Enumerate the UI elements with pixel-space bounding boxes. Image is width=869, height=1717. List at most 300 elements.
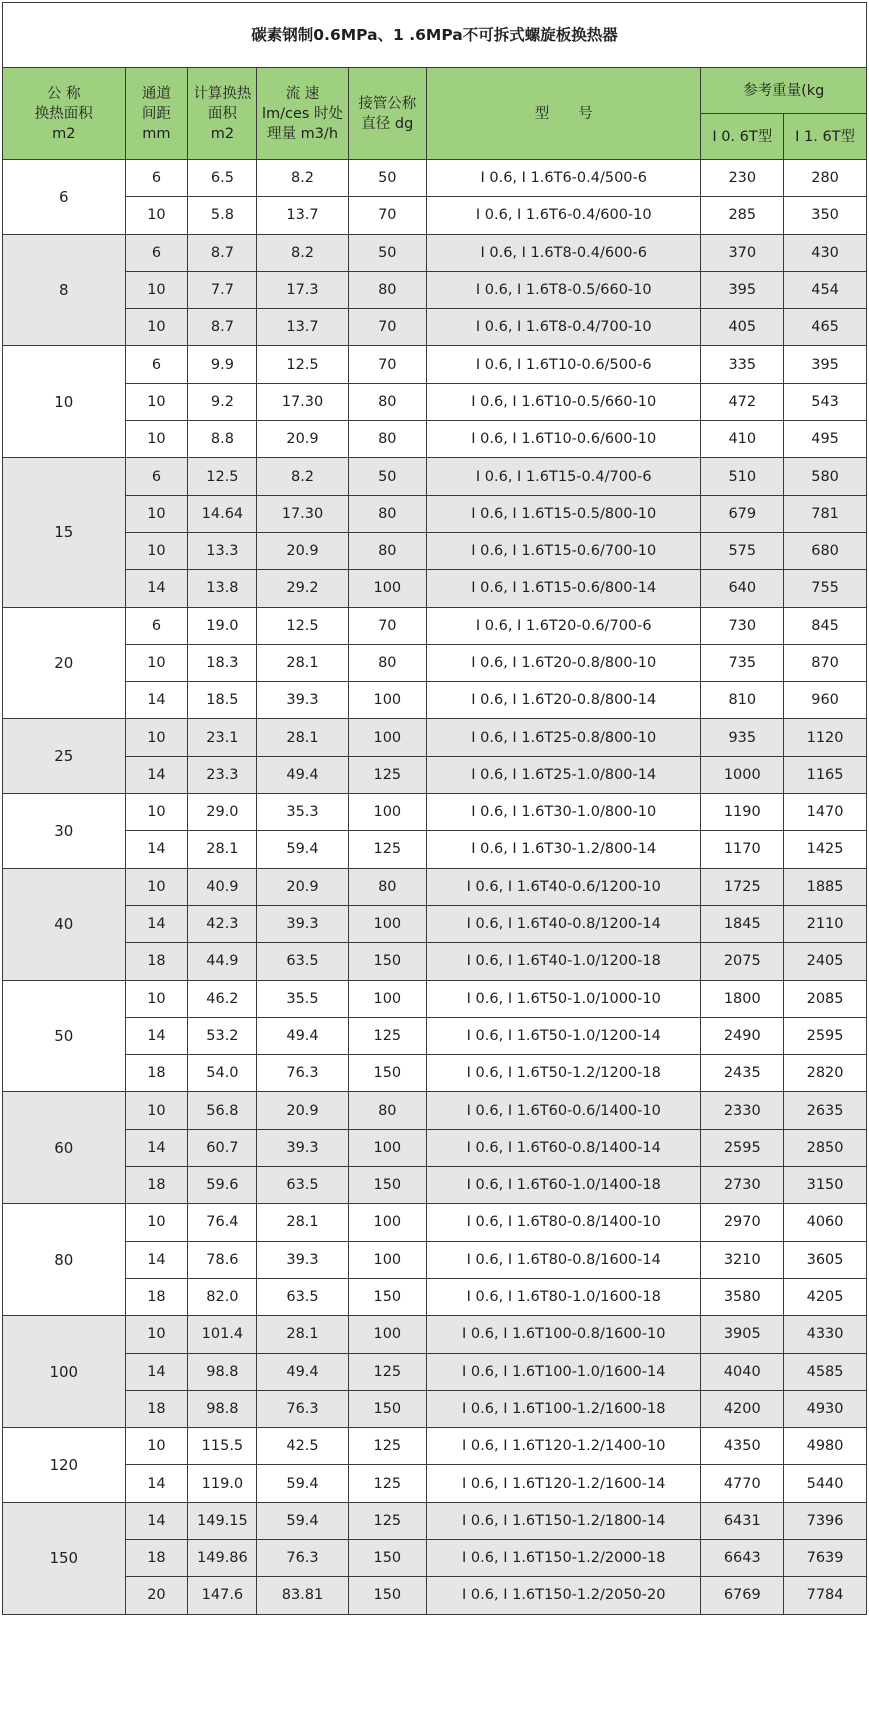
cell-weight-16: 2635 — [784, 1092, 867, 1129]
cell-flow: 8.2 — [257, 234, 348, 271]
cell-flow: 20.9 — [257, 421, 348, 458]
cell-weight-16: 430 — [784, 234, 867, 271]
cell-gap: 14 — [125, 1017, 188, 1054]
cell-model: I 0.6, I 1.6T20-0.8/800-14 — [427, 682, 701, 719]
cell-nominal-area: 10 — [3, 346, 126, 458]
cell-weight-16: 543 — [784, 383, 867, 420]
cell-model: I 0.6, I 1.6T100-1.0/1600-14 — [427, 1353, 701, 1390]
cell-model: I 0.6, I 1.6T80-1.0/1600-18 — [427, 1278, 701, 1315]
cell-calc-area: 60.7 — [188, 1129, 257, 1166]
cell-dg: 100 — [348, 1129, 427, 1166]
cell-model: I 0.6, I 1.6T30-1.2/800-14 — [427, 831, 701, 868]
cell-weight-16: 7396 — [784, 1502, 867, 1539]
cell-flow: 12.5 — [257, 607, 348, 644]
cell-calc-area: 78.6 — [188, 1241, 257, 1278]
cell-dg: 150 — [348, 1390, 427, 1427]
cell-model: I 0.6, I 1.6T50-1.2/1200-18 — [427, 1055, 701, 1092]
cell-weight-16: 4585 — [784, 1353, 867, 1390]
cell-calc-area: 82.0 — [188, 1278, 257, 1315]
cell-dg: 100 — [348, 1316, 427, 1353]
cell-weight-06: 679 — [701, 495, 784, 532]
cell-dg: 125 — [348, 831, 427, 868]
cell-weight-06: 285 — [701, 197, 784, 234]
cell-weight-16: 2820 — [784, 1055, 867, 1092]
cell-weight-16: 1885 — [784, 868, 867, 905]
cell-gap: 10 — [125, 794, 188, 831]
cell-calc-area: 29.0 — [188, 794, 257, 831]
cell-weight-06: 935 — [701, 719, 784, 756]
cell-dg: 125 — [348, 1353, 427, 1390]
cell-weight-16: 1120 — [784, 719, 867, 756]
cell-model: I 0.6, I 1.6T80-0.8/1600-14 — [427, 1241, 701, 1278]
cell-gap: 14 — [125, 1241, 188, 1278]
table-row — [3, 682, 867, 719]
cell-gap: 10 — [125, 532, 188, 569]
cell-flow: 8.2 — [257, 458, 348, 495]
cell-nominal-area: 150 — [3, 1502, 126, 1614]
cell-calc-area: 13.8 — [188, 570, 257, 607]
header-ref-weight: 参考重量(kg — [701, 68, 867, 114]
cell-calc-area: 8.7 — [188, 309, 257, 346]
cell-calc-area: 119.0 — [188, 1465, 257, 1502]
table-row — [3, 607, 867, 644]
cell-dg: 80 — [348, 868, 427, 905]
cell-calc-area: 42.3 — [188, 905, 257, 942]
cell-nominal-area: 6 — [3, 160, 126, 235]
cell-gap: 10 — [125, 309, 188, 346]
table-body — [3, 160, 867, 1615]
cell-gap: 10 — [125, 980, 188, 1017]
cell-calc-area: 9.2 — [188, 383, 257, 420]
table-title: 碳素钢制0.6MPa、1 .6MPa不可拆式螺旋板换热器 — [3, 3, 867, 68]
cell-dg: 50 — [348, 234, 427, 271]
cell-model: I 0.6, I 1.6T100-0.8/1600-10 — [427, 1316, 701, 1353]
cell-weight-06: 735 — [701, 644, 784, 681]
cell-calc-area: 44.9 — [188, 943, 257, 980]
cell-weight-06: 2435 — [701, 1055, 784, 1092]
cell-dg: 80 — [348, 421, 427, 458]
cell-weight-06: 335 — [701, 346, 784, 383]
cell-weight-06: 1800 — [701, 980, 784, 1017]
cell-weight-16: 2405 — [784, 943, 867, 980]
cell-dg: 100 — [348, 682, 427, 719]
cell-dg: 80 — [348, 532, 427, 569]
cell-flow: 63.5 — [257, 1278, 348, 1315]
cell-calc-area: 56.8 — [188, 1092, 257, 1129]
cell-flow: 42.5 — [257, 1428, 348, 1465]
cell-calc-area: 8.8 — [188, 421, 257, 458]
table-row — [3, 644, 867, 681]
cell-weight-06: 730 — [701, 607, 784, 644]
cell-weight-16: 7639 — [784, 1539, 867, 1576]
cell-model: I 0.6, I 1.6T25-0.8/800-10 — [427, 719, 701, 756]
cell-flow: 20.9 — [257, 1092, 348, 1129]
cell-weight-16: 465 — [784, 309, 867, 346]
cell-model: I 0.6, I 1.6T60-0.8/1400-14 — [427, 1129, 701, 1166]
cell-weight-06: 2595 — [701, 1129, 784, 1166]
cell-weight-16: 495 — [784, 421, 867, 458]
cell-flow: 39.3 — [257, 682, 348, 719]
table-row — [3, 905, 867, 942]
cell-model: I 0.6, I 1.6T60-1.0/1400-18 — [427, 1167, 701, 1204]
cell-weight-06: 370 — [701, 234, 784, 271]
cell-gap: 6 — [125, 458, 188, 495]
cell-weight-16: 680 — [784, 532, 867, 569]
cell-dg: 50 — [348, 458, 427, 495]
cell-gap: 10 — [125, 271, 188, 308]
cell-model: I 0.6, I 1.6T10-0.6/600-10 — [427, 421, 701, 458]
cell-flow: 28.1 — [257, 1316, 348, 1353]
cell-dg: 100 — [348, 794, 427, 831]
cell-calc-area: 149.86 — [188, 1539, 257, 1576]
cell-weight-16: 4060 — [784, 1204, 867, 1241]
table-row — [3, 980, 867, 1017]
cell-model: I 0.6, I 1.6T20-0.6/700-6 — [427, 607, 701, 644]
cell-flow: 13.7 — [257, 309, 348, 346]
table-row — [3, 1353, 867, 1390]
cell-weight-06: 6769 — [701, 1577, 784, 1614]
cell-calc-area: 115.5 — [188, 1428, 257, 1465]
cell-weight-16: 2595 — [784, 1017, 867, 1054]
header-flow-rate: 流 速 lm/ces 时处 理量 m3/h — [257, 68, 348, 160]
cell-calc-area: 98.8 — [188, 1353, 257, 1390]
cell-calc-area: 59.6 — [188, 1167, 257, 1204]
cell-gap: 6 — [125, 607, 188, 644]
header-model: 型 号 — [427, 68, 701, 160]
cell-weight-16: 1425 — [784, 831, 867, 868]
cell-calc-area: 18.5 — [188, 682, 257, 719]
cell-flow: 59.4 — [257, 1502, 348, 1539]
cell-model: I 0.6, I 1.6T8-0.4/700-10 — [427, 309, 701, 346]
cell-model: I 0.6, I 1.6T100-1.2/1600-18 — [427, 1390, 701, 1427]
cell-weight-16: 2110 — [784, 905, 867, 942]
table-row — [3, 234, 867, 271]
table-row — [3, 1092, 867, 1129]
cell-gap: 14 — [125, 756, 188, 793]
cell-flow: 8.2 — [257, 160, 348, 197]
cell-weight-06: 6643 — [701, 1539, 784, 1576]
cell-dg: 80 — [348, 383, 427, 420]
cell-weight-16: 4930 — [784, 1390, 867, 1427]
cell-nominal-area: 120 — [3, 1428, 126, 1503]
cell-gap: 14 — [125, 831, 188, 868]
cell-flow: 17.3 — [257, 271, 348, 308]
cell-dg: 50 — [348, 160, 427, 197]
cell-weight-16: 4205 — [784, 1278, 867, 1315]
cell-flow: 20.9 — [257, 868, 348, 905]
cell-weight-06: 575 — [701, 532, 784, 569]
cell-gap: 6 — [125, 160, 188, 197]
cell-gap: 18 — [125, 1278, 188, 1315]
table-row — [3, 346, 867, 383]
cell-flow: 49.4 — [257, 1017, 348, 1054]
cell-weight-06: 4770 — [701, 1465, 784, 1502]
cell-flow: 39.3 — [257, 1241, 348, 1278]
cell-model: I 0.6, I 1.6T6-0.4/600-10 — [427, 197, 701, 234]
cell-gap: 14 — [125, 682, 188, 719]
cell-dg: 70 — [348, 197, 427, 234]
cell-dg: 100 — [348, 980, 427, 1017]
cell-weight-06: 810 — [701, 682, 784, 719]
cell-gap: 20 — [125, 1577, 188, 1614]
cell-model: I 0.6, I 1.6T15-0.5/800-10 — [427, 495, 701, 532]
cell-calc-area: 12.5 — [188, 458, 257, 495]
cell-model: I 0.6, I 1.6T150-1.2/2050-20 — [427, 1577, 701, 1614]
cell-gap: 14 — [125, 1502, 188, 1539]
cell-gap: 14 — [125, 1353, 188, 1390]
table-row — [3, 794, 867, 831]
cell-weight-16: 3605 — [784, 1241, 867, 1278]
cell-dg: 100 — [348, 719, 427, 756]
cell-model: I 0.6, I 1.6T15-0.4/700-6 — [427, 458, 701, 495]
cell-weight-06: 2330 — [701, 1092, 784, 1129]
cell-calc-area: 9.9 — [188, 346, 257, 383]
cell-flow: 59.4 — [257, 831, 348, 868]
table-row — [3, 495, 867, 532]
cell-flow: 49.4 — [257, 756, 348, 793]
table-row — [3, 570, 867, 607]
table-row — [3, 160, 867, 197]
cell-calc-area: 101.4 — [188, 1316, 257, 1353]
cell-flow: 28.1 — [257, 644, 348, 681]
cell-nominal-area: 25 — [3, 719, 126, 794]
cell-flow: 83.81 — [257, 1577, 348, 1614]
cell-nominal-area: 30 — [3, 794, 126, 869]
cell-dg: 125 — [348, 1502, 427, 1539]
cell-nominal-area: 15 — [3, 458, 126, 607]
header-channel-gap: 通道 间距 mm — [125, 68, 188, 160]
cell-dg: 80 — [348, 644, 427, 681]
cell-gap: 10 — [125, 719, 188, 756]
table-row — [3, 1055, 867, 1092]
cell-dg: 125 — [348, 756, 427, 793]
cell-weight-16: 870 — [784, 644, 867, 681]
cell-calc-area: 40.9 — [188, 868, 257, 905]
cell-calc-area: 8.7 — [188, 234, 257, 271]
cell-model: I 0.6, I 1.6T8-0.4/600-6 — [427, 234, 701, 271]
cell-gap: 10 — [125, 1204, 188, 1241]
cell-weight-06: 2970 — [701, 1204, 784, 1241]
cell-dg: 150 — [348, 1577, 427, 1614]
cell-gap: 14 — [125, 1129, 188, 1166]
cell-nominal-area: 80 — [3, 1204, 126, 1316]
cell-weight-06: 2490 — [701, 1017, 784, 1054]
cell-gap: 10 — [125, 197, 188, 234]
cell-weight-06: 510 — [701, 458, 784, 495]
cell-model: I 0.6, I 1.6T40-0.8/1200-14 — [427, 905, 701, 942]
cell-weight-16: 781 — [784, 495, 867, 532]
cell-calc-area: 14.64 — [188, 495, 257, 532]
cell-weight-16: 845 — [784, 607, 867, 644]
cell-calc-area: 46.2 — [188, 980, 257, 1017]
table-row — [3, 1428, 867, 1465]
cell-model: I 0.6, I 1.6T15-0.6/800-14 — [427, 570, 701, 607]
cell-weight-16: 960 — [784, 682, 867, 719]
cell-weight-16: 755 — [784, 570, 867, 607]
table-row — [3, 1577, 867, 1614]
cell-flow: 13.7 — [257, 197, 348, 234]
cell-dg: 80 — [348, 495, 427, 532]
cell-flow: 28.1 — [257, 719, 348, 756]
cell-dg: 125 — [348, 1428, 427, 1465]
cell-calc-area: 149.15 — [188, 1502, 257, 1539]
header-nominal-area: 公 称 换热面积 m2 — [3, 68, 126, 160]
cell-weight-06: 1190 — [701, 794, 784, 831]
cell-calc-area: 5.8 — [188, 197, 257, 234]
cell-weight-06: 1725 — [701, 868, 784, 905]
cell-weight-06: 6431 — [701, 1502, 784, 1539]
header-pipe-diameter: 接管公称 直径 dg — [348, 68, 427, 160]
cell-model: I 0.6, I 1.6T60-0.6/1400-10 — [427, 1092, 701, 1129]
cell-gap: 14 — [125, 570, 188, 607]
cell-calc-area: 147.6 — [188, 1577, 257, 1614]
cell-dg: 100 — [348, 1241, 427, 1278]
cell-calc-area: 23.1 — [188, 719, 257, 756]
table-row — [3, 1316, 867, 1353]
table-row — [3, 532, 867, 569]
table-row — [3, 1502, 867, 1539]
cell-flow: 63.5 — [257, 943, 348, 980]
cell-model: I 0.6, I 1.6T40-1.0/1200-18 — [427, 943, 701, 980]
cell-flow: 49.4 — [257, 1353, 348, 1390]
cell-calc-area: 54.0 — [188, 1055, 257, 1092]
header-weight-16: I 1. 6T型 — [784, 114, 867, 160]
cell-gap: 10 — [125, 1092, 188, 1129]
cell-weight-06: 3905 — [701, 1316, 784, 1353]
cell-model: I 0.6, I 1.6T150-1.2/2000-18 — [427, 1539, 701, 1576]
cell-gap: 10 — [125, 421, 188, 458]
table-row — [3, 756, 867, 793]
cell-gap: 18 — [125, 1390, 188, 1427]
cell-gap: 14 — [125, 1465, 188, 1502]
table-row — [3, 197, 867, 234]
cell-gap: 10 — [125, 383, 188, 420]
cell-dg: 70 — [348, 607, 427, 644]
cell-calc-area: 18.3 — [188, 644, 257, 681]
cell-model: I 0.6, I 1.6T80-0.8/1400-10 — [427, 1204, 701, 1241]
table-row — [3, 421, 867, 458]
cell-dg: 100 — [348, 570, 427, 607]
cell-calc-area: 13.3 — [188, 532, 257, 569]
cell-calc-area: 7.7 — [188, 271, 257, 308]
cell-nominal-area: 60 — [3, 1092, 126, 1204]
cell-model: I 0.6, I 1.6T30-1.0/800-10 — [427, 794, 701, 831]
cell-weight-06: 4040 — [701, 1353, 784, 1390]
cell-weight-06: 410 — [701, 421, 784, 458]
table-row — [3, 309, 867, 346]
table-row — [3, 719, 867, 756]
cell-flow: 63.5 — [257, 1167, 348, 1204]
cell-dg: 150 — [348, 1167, 427, 1204]
cell-dg: 100 — [348, 1204, 427, 1241]
cell-model: I 0.6, I 1.6T120-1.2/1400-10 — [427, 1428, 701, 1465]
cell-weight-16: 7784 — [784, 1577, 867, 1614]
cell-calc-area: 6.5 — [188, 160, 257, 197]
cell-model: I 0.6, I 1.6T40-0.6/1200-10 — [427, 868, 701, 905]
cell-nominal-area: 20 — [3, 607, 126, 719]
cell-dg: 125 — [348, 1017, 427, 1054]
cell-weight-06: 405 — [701, 309, 784, 346]
cell-model: I 0.6, I 1.6T150-1.2/1800-14 — [427, 1502, 701, 1539]
table-row — [3, 383, 867, 420]
cell-model: I 0.6, I 1.6T50-1.0/1200-14 — [427, 1017, 701, 1054]
cell-weight-06: 472 — [701, 383, 784, 420]
cell-dg: 80 — [348, 1092, 427, 1129]
cell-gap: 14 — [125, 905, 188, 942]
cell-gap: 6 — [125, 234, 188, 271]
cell-weight-16: 350 — [784, 197, 867, 234]
table-row — [3, 1204, 867, 1241]
cell-nominal-area: 40 — [3, 868, 126, 980]
cell-dg: 125 — [348, 1465, 427, 1502]
table-row — [3, 943, 867, 980]
cell-calc-area: 23.3 — [188, 756, 257, 793]
cell-nominal-area: 8 — [3, 234, 126, 346]
cell-model: I 0.6, I 1.6T6-0.4/500-6 — [427, 160, 701, 197]
cell-gap: 10 — [125, 868, 188, 905]
spec-table — [2, 2, 867, 1615]
cell-weight-16: 4980 — [784, 1428, 867, 1465]
cell-dg: 150 — [348, 1539, 427, 1576]
cell-flow: 39.3 — [257, 1129, 348, 1166]
table-row — [3, 1390, 867, 1427]
header-weight-06: I 0. 6T型 — [701, 114, 784, 160]
cell-gap: 10 — [125, 1428, 188, 1465]
cell-model: I 0.6, I 1.6T15-0.6/700-10 — [427, 532, 701, 569]
cell-weight-06: 1000 — [701, 756, 784, 793]
cell-dg: 100 — [348, 905, 427, 942]
cell-flow: 76.3 — [257, 1539, 348, 1576]
cell-weight-16: 280 — [784, 160, 867, 197]
cell-weight-06: 640 — [701, 570, 784, 607]
cell-weight-06: 4200 — [701, 1390, 784, 1427]
table-row — [3, 1167, 867, 1204]
cell-calc-area: 98.8 — [188, 1390, 257, 1427]
table-row — [3, 1278, 867, 1315]
cell-dg: 80 — [348, 271, 427, 308]
cell-model: I 0.6, I 1.6T25-1.0/800-14 — [427, 756, 701, 793]
table-row — [3, 1465, 867, 1502]
cell-flow: 76.3 — [257, 1390, 348, 1427]
cell-weight-06: 1845 — [701, 905, 784, 942]
cell-model: I 0.6, I 1.6T8-0.5/660-10 — [427, 271, 701, 308]
cell-flow: 39.3 — [257, 905, 348, 942]
cell-model: I 0.6, I 1.6T50-1.0/1000-10 — [427, 980, 701, 1017]
table-row — [3, 271, 867, 308]
table-row — [3, 831, 867, 868]
cell-calc-area: 28.1 — [188, 831, 257, 868]
cell-gap: 18 — [125, 1055, 188, 1092]
cell-weight-06: 4350 — [701, 1428, 784, 1465]
cell-dg: 70 — [348, 346, 427, 383]
cell-nominal-area: 50 — [3, 980, 126, 1092]
cell-gap: 18 — [125, 1167, 188, 1204]
cell-model: I 0.6, I 1.6T10-0.5/660-10 — [427, 383, 701, 420]
cell-weight-16: 3150 — [784, 1167, 867, 1204]
cell-weight-06: 3580 — [701, 1278, 784, 1315]
cell-calc-area: 19.0 — [188, 607, 257, 644]
cell-flow: 20.9 — [257, 532, 348, 569]
cell-dg: 150 — [348, 943, 427, 980]
cell-dg: 70 — [348, 309, 427, 346]
cell-model: I 0.6, I 1.6T120-1.2/1600-14 — [427, 1465, 701, 1502]
cell-weight-06: 2075 — [701, 943, 784, 980]
cell-dg: 150 — [348, 1055, 427, 1092]
cell-weight-06: 2730 — [701, 1167, 784, 1204]
table-row — [3, 1017, 867, 1054]
table-row — [3, 868, 867, 905]
cell-weight-06: 395 — [701, 271, 784, 308]
